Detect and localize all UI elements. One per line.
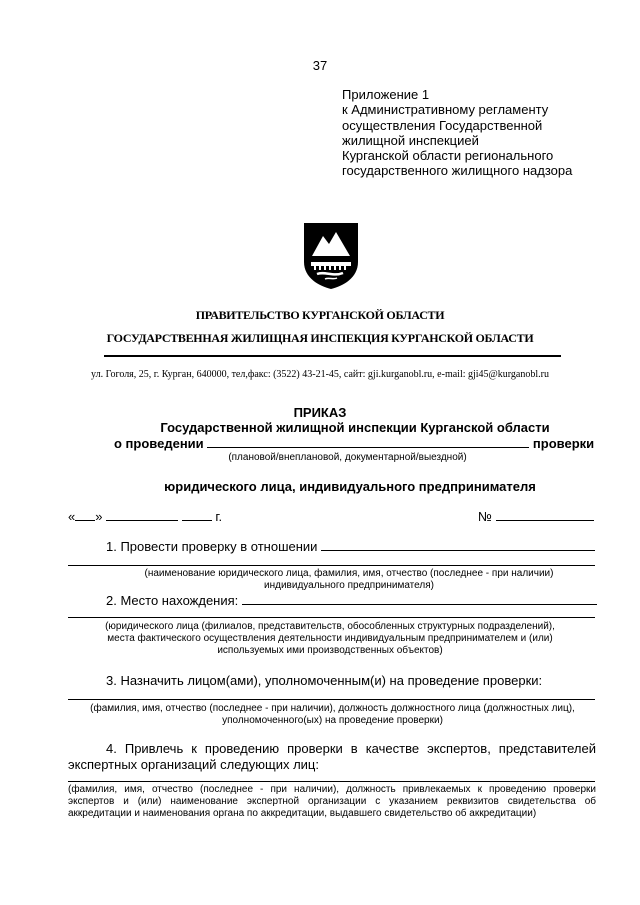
- order-title: ПРИКАЗ: [293, 405, 347, 420]
- item1-note-2: индивидуального предпринимателя): [264, 580, 434, 591]
- conducting-prefix: о проведении: [114, 436, 204, 451]
- item3-note-2: уполномоченного(ых) на проведение проверки): [222, 715, 443, 726]
- date-day-field[interactable]: [75, 509, 95, 521]
- kurgan-coat-of-arms-icon: [303, 222, 359, 290]
- date-year-field[interactable]: [182, 509, 212, 521]
- item1-row: [106, 539, 595, 554]
- order-number-field[interactable]: [496, 509, 594, 521]
- inspection-name: ГОСУДАРСТВЕННАЯ ЖИЛИЩНАЯ ИНСПЕКЦИЯ КУРГАНСКОЙ ОБЛАСТИ: [106, 331, 534, 345]
- item3-field-line[interactable]: [68, 699, 595, 700]
- item4-field-line[interactable]: [68, 781, 595, 782]
- item1-field-line[interactable]: [68, 565, 595, 566]
- conducting-line: [114, 436, 594, 451]
- appendix-line: государственного жилищного надзора: [342, 163, 573, 179]
- date-close-quote: »: [95, 509, 103, 524]
- item2-note-3: используемых ими производственных объектов): [217, 645, 443, 656]
- item2-field[interactable]: [242, 593, 597, 605]
- conducting-suffix: проверки: [532, 436, 595, 451]
- order-subtitle: Государственной жилищной инспекции Курганской области: [160, 420, 550, 435]
- appendix-line: Курганской области регионального: [342, 148, 554, 164]
- date-year-suffix: г.: [215, 509, 223, 524]
- item3-note-1: (фамилия, имя, отчество (последнее - при наличии), должность должностного лица (должностных лиц),: [90, 703, 575, 714]
- item4-note: (фамилия, имя, отчество (последнее - при наличии), должность привлекаемых к проведению проверки экспертов и (или) наименование экспертной организации с указанием реквизитов свидетельства об аккредитации и наименования органа по аккредитации, выдавшего свидетельство об аккредитации): [68, 784, 596, 819]
- item3-text: 3. Назначить лицом(ами), уполномоченным(и) на проведение проверки:: [106, 673, 543, 688]
- appendix-line: осуществления Государственной: [342, 117, 543, 133]
- appendix-line: Приложение 1: [342, 87, 430, 102]
- page-number: 37: [312, 58, 328, 73]
- item2-text: 2. Место нахождения:: [106, 593, 239, 608]
- item1-field[interactable]: [321, 539, 595, 551]
- header-address: ул. Гоголя, 25, г. Курган, 640000, тел,факс: (3522) 43-21-45, сайт: gji.kurganobl.ru, e-mail: gji45@kurganobl.ru: [91, 369, 549, 380]
- item1-text: 1. Провести проверку в отношении: [106, 539, 318, 554]
- appendix-line: к Административному регламенту: [342, 102, 549, 118]
- item4-text: 4. Привлечь к проведению проверки в качестве экспертов, представителей экспертных организаций следующих лиц:: [68, 741, 596, 772]
- appendix-line: жилищной инспекцией: [342, 132, 479, 148]
- check-type-note: (плановой/внеплановой, документарной/выездной): [228, 452, 467, 463]
- item2-row: [106, 593, 597, 608]
- date-open-quote: «: [68, 509, 76, 524]
- item2-note-1: (юридического лица (филиалов, представительств, обособленных структурных подразделений),: [105, 621, 555, 632]
- order-number-row: [478, 509, 594, 524]
- number-label: №: [478, 509, 492, 524]
- government-name: ПРАВИТЕЛЬСТВО КУРГАНСКОЙ ОБЛАСТИ: [195, 308, 445, 322]
- date-month-field[interactable]: [106, 509, 178, 521]
- order-date-row: [68, 509, 222, 524]
- check-type-field[interactable]: [207, 436, 529, 448]
- entity-line: юридического лица, индивидуального предпринимателя: [164, 479, 536, 494]
- appendix-block: [342, 87, 572, 179]
- item1-note-1: (наименование юридического лица, фамилия, имя, отчество (последнее - при наличии): [144, 568, 554, 579]
- item2-field-line[interactable]: [68, 617, 595, 618]
- header-divider: [104, 355, 561, 357]
- item2-note-2: места фактического осуществления деятельности индивидуальным предпринимателем и (или): [107, 633, 553, 644]
